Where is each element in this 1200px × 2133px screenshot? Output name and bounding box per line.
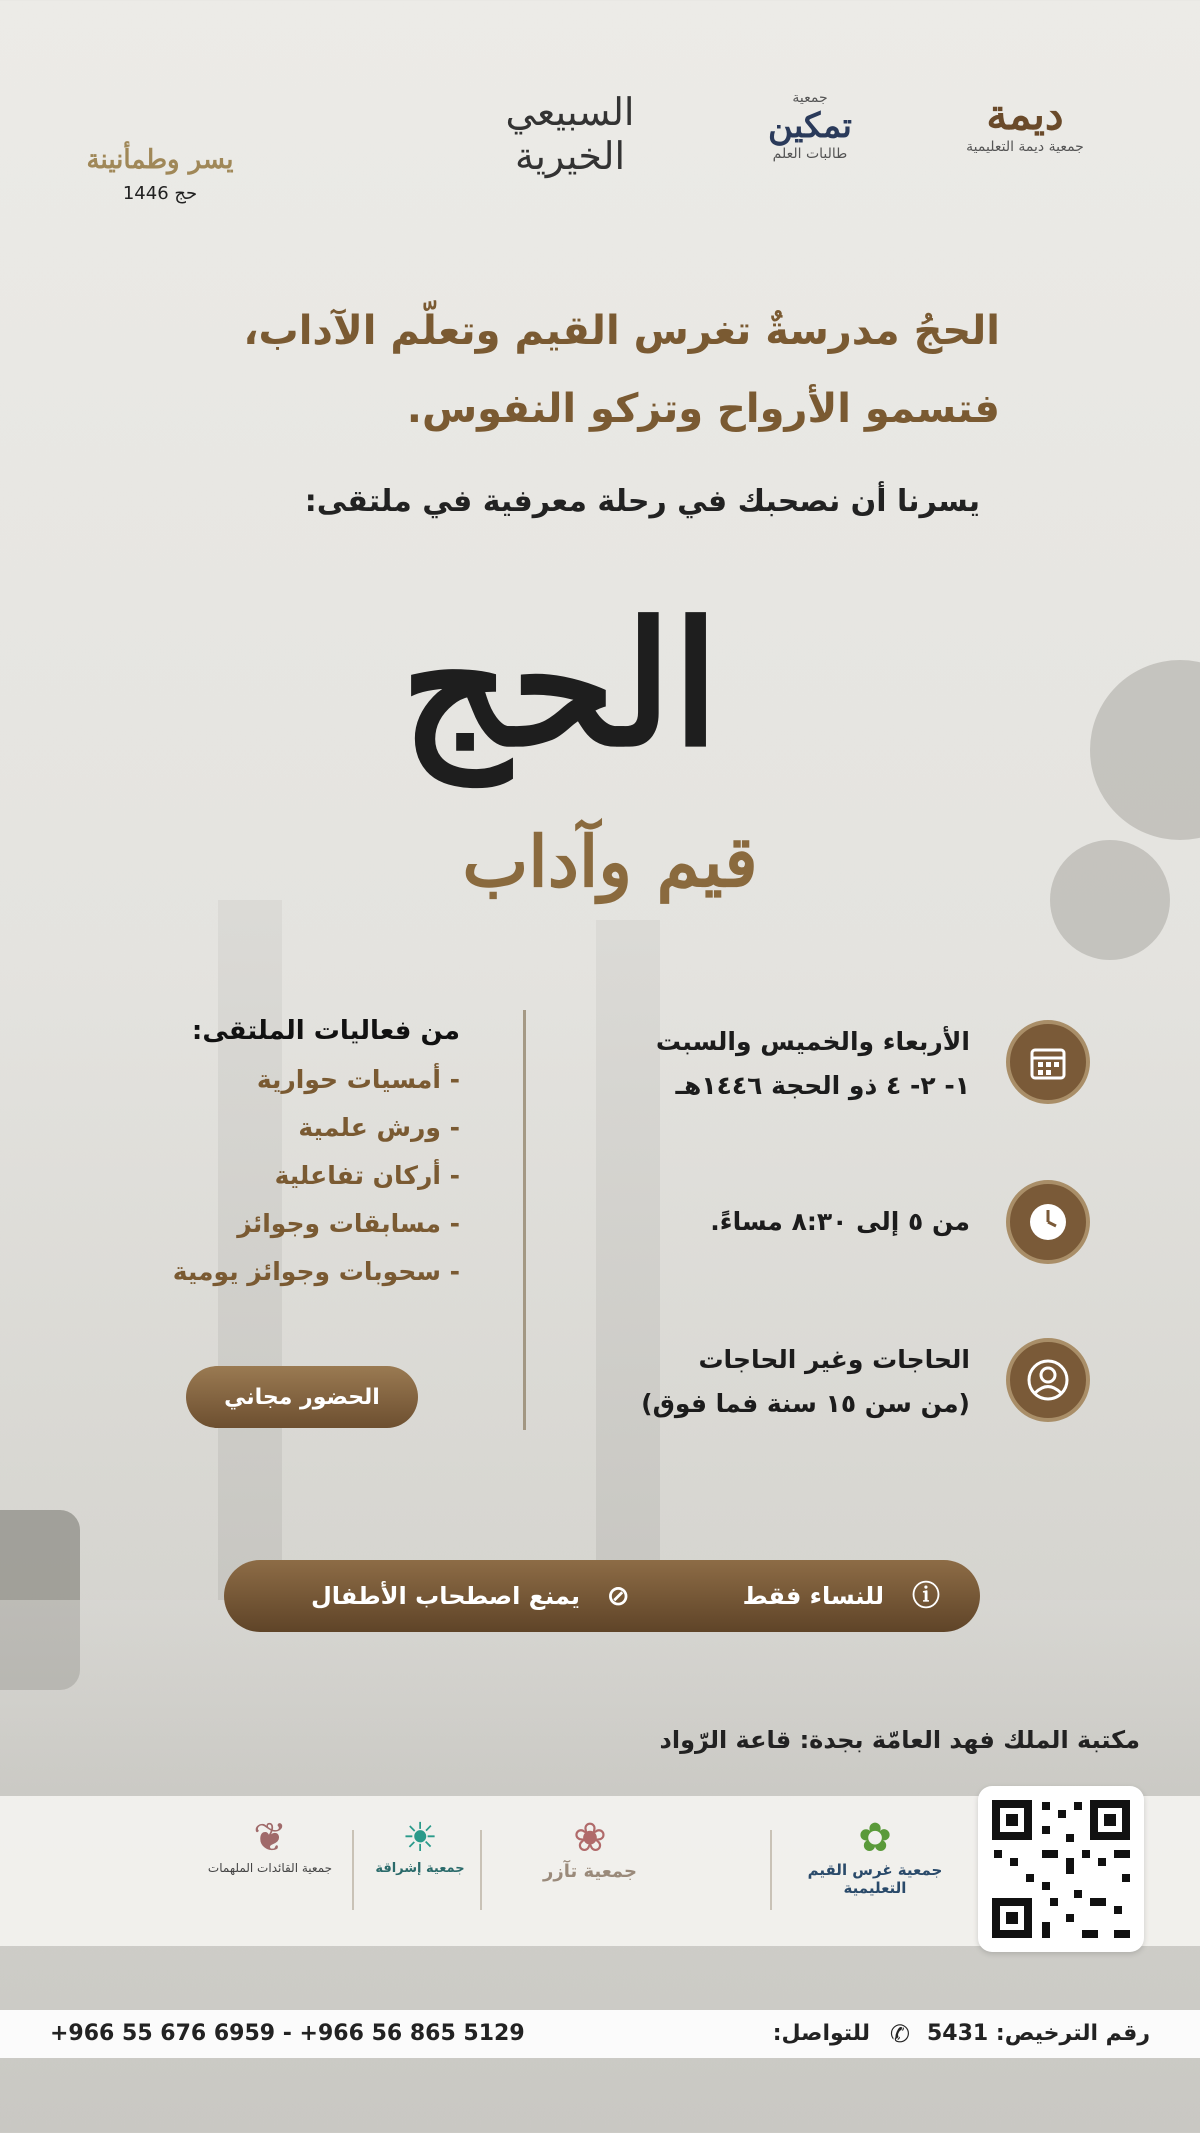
activities-list: [140, 1016, 460, 1296]
license-number: رقم الترخيص: 5431: [927, 2021, 1150, 2046]
event-subtitle: قيم وآداب: [462, 820, 758, 903]
partner-ghars: ✿ جمعية غرس القيم التعليمية: [807, 1815, 943, 1897]
contact-label: للتواصل:: [772, 2021, 870, 2046]
no-children-text: يمنع اصطحاب الأطفال: [310, 1582, 580, 1610]
logo-subaie: السبيعي الخيرية: [505, 90, 635, 178]
no-children-icon: ⊘: [606, 1579, 630, 1612]
invite-text: يسرنا أن نصحبك في رحلة معرفية في ملتقى:: [304, 484, 980, 519]
decorative-circle: [1090, 660, 1200, 840]
list-item: - ورش علمية: [298, 1113, 460, 1142]
list-item: - أركان تفاعلية: [274, 1161, 460, 1190]
partner-separator: [352, 1830, 354, 1910]
event-title: الحج: [400, 585, 720, 785]
days-line: الأربعاء والخميس والسبت: [655, 1027, 970, 1056]
logo-tamkeen: جمعية تمكين طالبات العلم: [767, 90, 853, 162]
partner-qaedat: ❦ جمعية القائدات الملهمات: [207, 1815, 333, 1875]
calendar-icon: [1006, 1020, 1090, 1104]
info-audience: [530, 1338, 1090, 1438]
partner-separator: [770, 1830, 772, 1910]
list-item: - سحوبات وجوائز يومية: [172, 1257, 460, 1286]
venue-text: مكتبة الملك فهد العامّة بجدة: قاعة الرّواد: [659, 1726, 1140, 1754]
partner-eshraqa: ☀ جمعية إشراقة: [375, 1815, 465, 1876]
logo-daima: ديمة جمعية ديمة التعليمية: [966, 90, 1084, 155]
contact-phones[interactable]: +966 55 676 6959 - +966 56 865 5129: [50, 2021, 525, 2046]
info-time: [530, 1180, 1090, 1280]
notice-bar: [224, 1560, 980, 1632]
audience-line: الحاجات وغير الحاجات: [698, 1345, 970, 1374]
partner-separator: [480, 1830, 482, 1910]
dates-line: ١- ٢- ٤ ذو الحجة ١٤٤٦هـ: [675, 1071, 970, 1100]
alert-icon: ⓘ: [911, 1579, 940, 1612]
age-line: (من سن ١٥ سنة فما فوق): [641, 1389, 970, 1418]
info-dates: [530, 1020, 1090, 1120]
list-item: - أمسيات حوارية: [256, 1065, 460, 1094]
partner-taazur: ❀ جمعية تآزر: [543, 1815, 637, 1882]
footer-bar: [0, 2010, 1200, 2058]
list-item: - مسابقات وجوائز: [237, 1209, 460, 1238]
decorative-circle: [1050, 840, 1170, 960]
activities-heading: من فعاليات الملتقى:: [191, 1016, 460, 1046]
free-attendance-badge: الحضور مجاني: [186, 1366, 418, 1428]
clock-icon: [1006, 1180, 1090, 1264]
qr-code[interactable]: [978, 1786, 1144, 1952]
phone-icon: ✆: [889, 2020, 910, 2048]
person-icon: [1006, 1338, 1090, 1422]
column-divider: [523, 1010, 526, 1430]
time-text: من ٥ إلى ٨:٣٠ مساءً.: [710, 1207, 970, 1236]
women-only-text: للنساء فقط: [742, 1582, 884, 1610]
logo-yusr: يسر وطمأنينة حج 1446: [86, 145, 234, 204]
intro-text: الحجُ مدرسةٌ تغرس القيم وتعلّم الآداب، فتسمو الأرواح وتزكو النفوس.: [243, 308, 1000, 432]
